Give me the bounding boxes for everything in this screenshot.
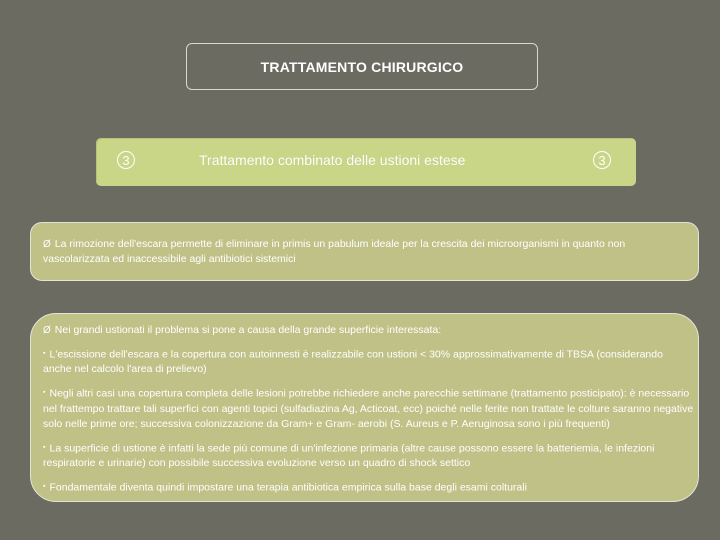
subtitle-banner <box>96 138 636 186</box>
bullet-item <box>43 441 694 471</box>
page-title: TRATTAMENTO CHIRURGICO <box>260 58 464 75</box>
intro-paragraph <box>43 323 694 338</box>
square-bullet-icon: ▪ <box>43 443 46 451</box>
number-badge-right: 3 <box>593 151 611 169</box>
square-bullet-icon: ▪ <box>43 389 46 397</box>
info-box-grandi-ustionati <box>30 313 699 502</box>
arrow-bullet-icon: Ø <box>43 325 51 336</box>
bullet-text: La superficie di ustione è infatti la sede più comune di un'infezione primaria (altre cause possono essere la batteriemia, le infezioni respiratorie e urinarie) con possibile successiva evoluzione verso un quadro di shock settico <box>43 441 655 469</box>
bullet-item <box>43 347 694 377</box>
bullet-text: Fondamentale diventa quindi impostare una terapia antibiotica empirica sulla base degli esami colturali <box>49 481 527 494</box>
arrow-bullet-icon: Ø <box>43 239 51 250</box>
square-bullet-icon: ▪ <box>43 482 46 490</box>
info-box-escara <box>30 222 699 281</box>
title-box <box>186 43 538 90</box>
intro-text: Nei grandi ustionati il problema si pone a causa della grande superficie interessata: <box>54 324 442 336</box>
escara-paragraph <box>43 237 688 267</box>
square-bullet-icon: ▪ <box>43 350 46 357</box>
number-badge-left: 3 <box>117 151 135 169</box>
bullet-text: L'escissione dell'escara e la copertura con autoinnesti è realizzabile con ustioni < 30% approssimativamente di TBSA (considerando anche nel calcolo l'area di prelievo) <box>43 348 663 376</box>
bullet-item <box>43 480 694 495</box>
bullet-text: Negli altri casi una copertura completa delle lesioni potrebbe richiedere anche parecchie settimane (trattamento posticipato): è necessario nel frattempo trattare tali superfici con agenti topici (sulfadiazina Ag, Acticoat, ecc) poiché nelle ferite non trattate le colture saranno negative solo nelle prime ore; successiva colonizzazione da Gram+ e Gram- aerobi (S. Aureus e P. Aeruginosa sono i più frequenti) <box>43 387 694 430</box>
subtitle-text: Trattamento combinato delle ustioni estese <box>199 152 466 168</box>
escara-text: La rimozione dell'escara permette di eliminare in primis un pabulum ideale per la crescita dei microorganismi in quanto non vascolarizzata ed inaccessibile agli antibiotici sistemici <box>43 238 626 265</box>
bullet-item <box>43 386 694 431</box>
